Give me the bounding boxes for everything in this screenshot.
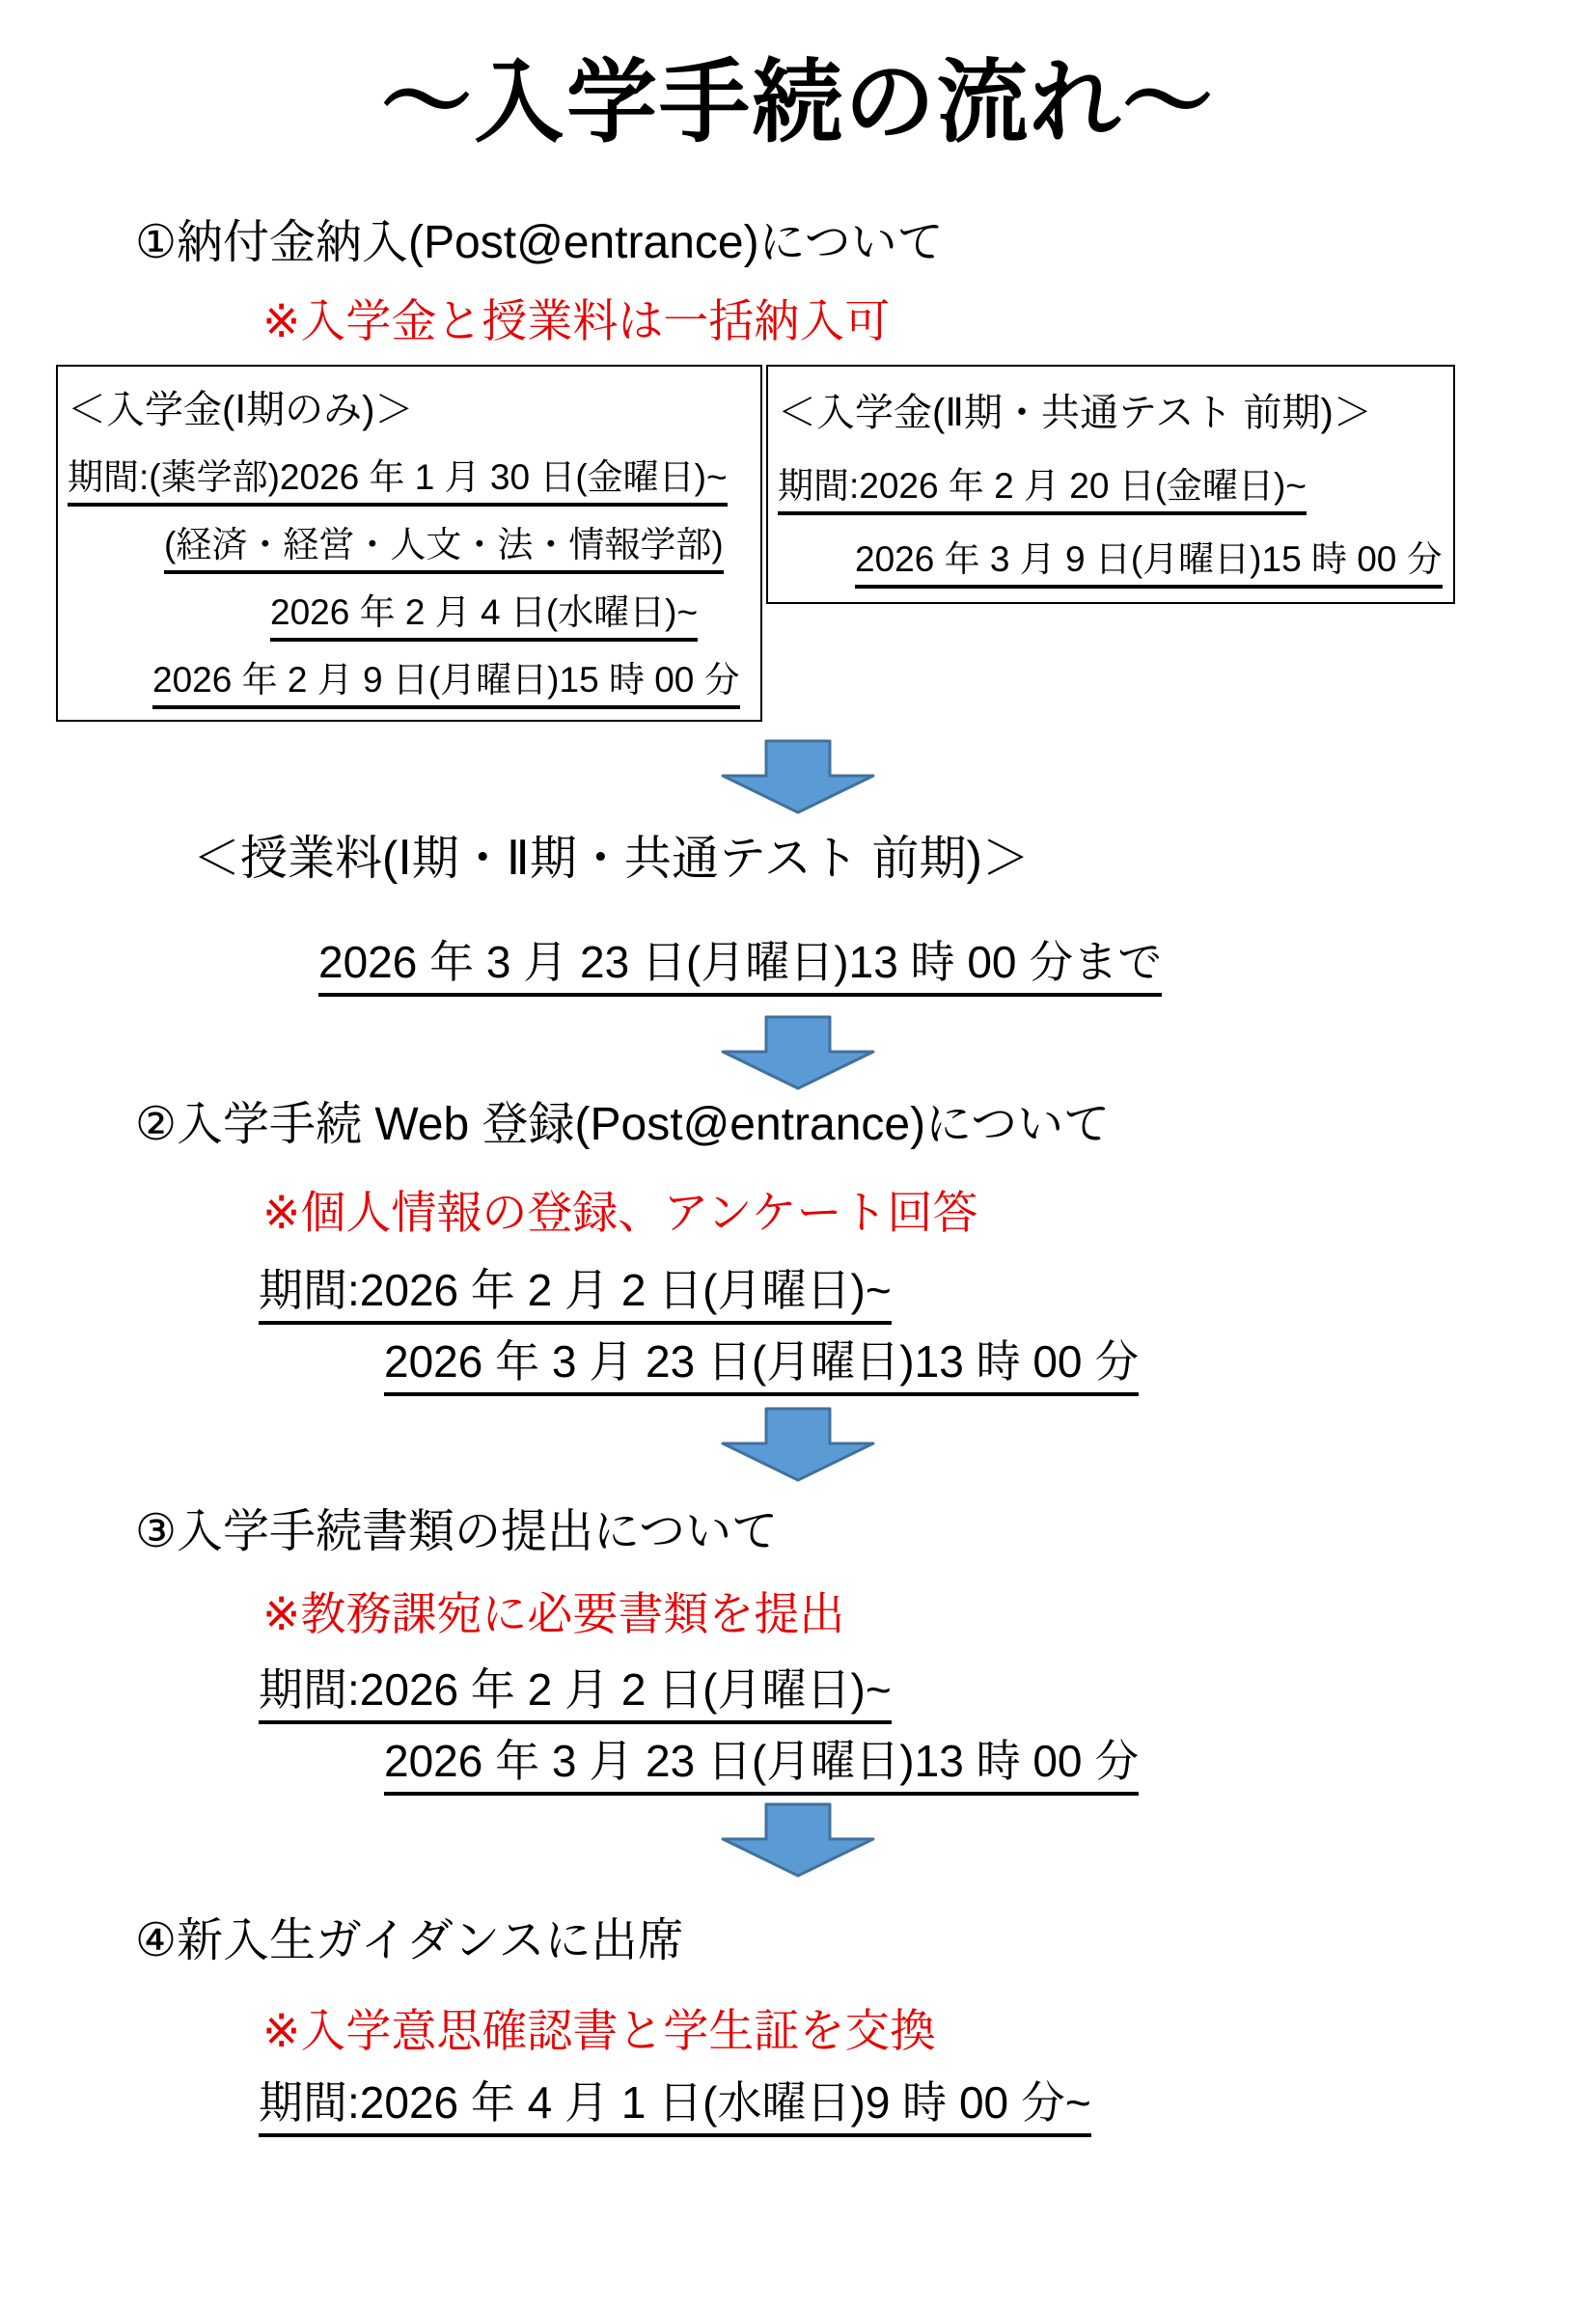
entrance-fee-box-term1-title: ＜入学金(Ⅰ期のみ)＞ bbox=[68, 389, 414, 432]
box-date-line: 期間:2026 年 2 月 20 日(金曜日)~ bbox=[778, 450, 1444, 523]
box-date-line: 期間:(薬学部)2026 年 1 月 30 日(金曜日)~ bbox=[68, 444, 751, 511]
box-date-line: 2026 年 2 月 4 日(水曜日)~ bbox=[68, 579, 751, 646]
flow-arrow-2 bbox=[0, 1015, 1596, 1090]
flow-arrow-1 bbox=[0, 739, 1596, 814]
entrance-fee-box-term1-lines bbox=[68, 444, 751, 714]
entrance-fee-box-term2-lines bbox=[778, 450, 1444, 596]
down-arrow-icon bbox=[721, 739, 875, 814]
down-arrow-icon bbox=[721, 1015, 875, 1090]
step4-period-line1: 期間:2026 年 4 月 1 日(水曜日)9 時 00 分~ bbox=[259, 2074, 1596, 2130]
box-date-line: 2026 年 2 月 9 日(月曜日)15 時 00 分 bbox=[68, 646, 751, 714]
step3-heading: ③入学手続書類の提出について bbox=[135, 1506, 779, 1558]
down-arrow-icon bbox=[721, 1802, 875, 1878]
entrance-fee-box-term2 bbox=[766, 365, 1455, 604]
flow-arrow-4 bbox=[0, 1802, 1596, 1878]
tuition-deadline: 2026 年 3 月 23 日(月曜日)13 時 00 分まで bbox=[318, 934, 1596, 990]
step3-note: ※教務課宛に必要書類を提出 bbox=[262, 1588, 845, 1640]
step3-period-line1: 期間:2026 年 2 月 2 日(月曜日)~ bbox=[259, 1662, 1596, 1717]
step3-period-line2: 2026 年 3 月 23 日(月曜日)13 時 00 分 bbox=[384, 1733, 1596, 1789]
entrance-fee-box-term2-title: ＜入学金(Ⅱ期・共通テスト 前期)＞ bbox=[778, 392, 1372, 435]
entrance-fee-box-term1 bbox=[56, 365, 762, 722]
step2-heading: ②入学手続 Web 登録(Post@entrance)について bbox=[135, 1099, 1111, 1151]
page-title: ～入学手続の流れ～ bbox=[380, 51, 1215, 152]
step2-note: ※個人情報の登録、アンケート回答 bbox=[262, 1187, 978, 1239]
step1-heading: ①納付金納入(Post@entrance)について bbox=[135, 217, 944, 269]
box-date-line: 2026 年 3 月 9 日(月曜日)15 時 00 分 bbox=[778, 523, 1444, 596]
entrance-fee-boxes bbox=[56, 365, 1596, 722]
step2-period-line1: 期間:2026 年 2 月 2 日(月曜日)~ bbox=[259, 1262, 1596, 1318]
tuition-heading: ＜授業料(Ⅰ期・Ⅱ期・共通テスト 前期)＞ bbox=[193, 833, 1030, 886]
flow-arrow-3 bbox=[0, 1407, 1596, 1482]
box-date-line: (経済・経営・人文・法・情報学部) bbox=[68, 511, 751, 579]
step4-heading: ④新入生ガイダンスに出席 bbox=[135, 1915, 684, 1967]
step4-note: ※入学意思確認書と学生証を交換 bbox=[262, 2005, 936, 2057]
step1-note: ※入学金と授業料は一括納入可 bbox=[262, 295, 891, 347]
step2-period-line2: 2026 年 3 月 23 日(月曜日)13 時 00 分 bbox=[384, 1333, 1596, 1389]
down-arrow-icon bbox=[721, 1407, 875, 1482]
